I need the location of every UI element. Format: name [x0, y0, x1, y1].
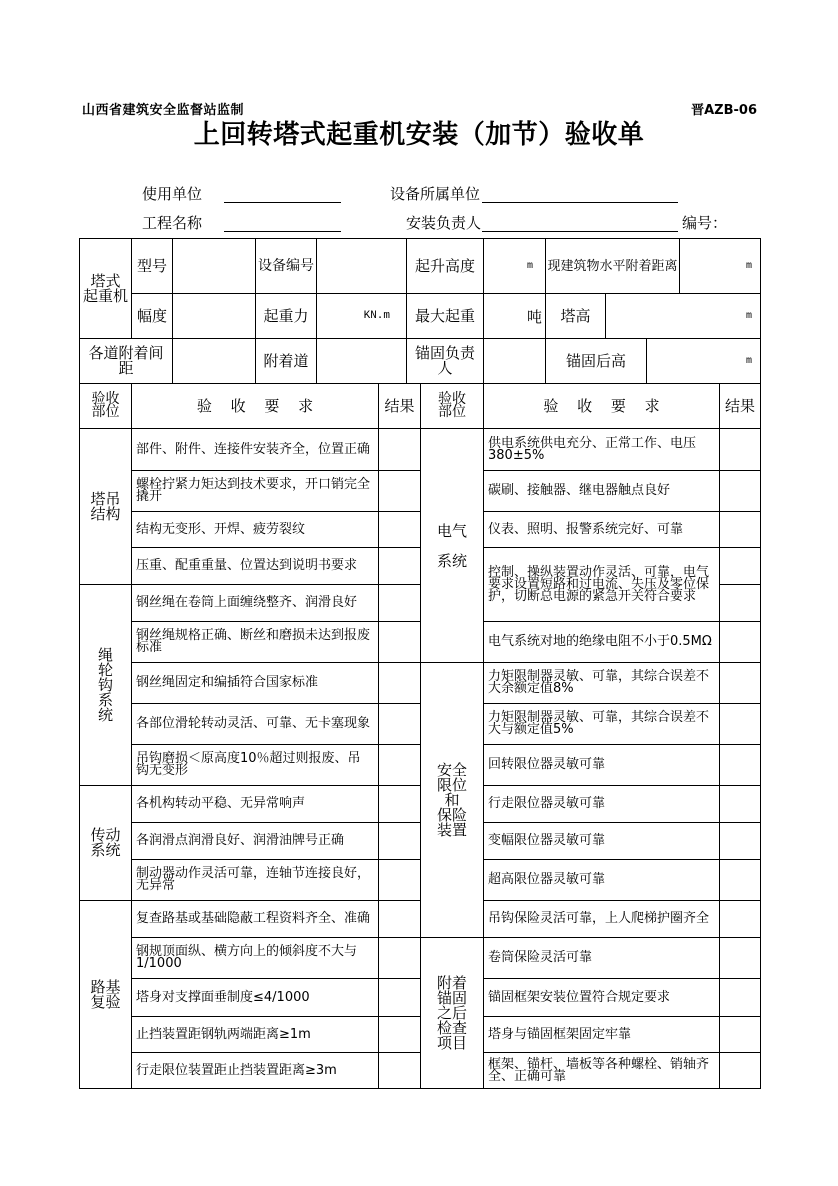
right-requirement-item: 力矩限制器灵敏、可靠，其综合误差不大余额定值8% — [484, 663, 720, 704]
number-label: 编号： — [682, 214, 728, 232]
model-label: 型号 — [132, 239, 173, 294]
project-name-label: 工程名称 — [142, 214, 203, 232]
right-result-cell[interactable] — [720, 1053, 761, 1089]
right-requirement-item: 仪表、照明、报警系统完好、可靠 — [484, 512, 720, 548]
right-result-cell[interactable] — [720, 622, 761, 663]
installer-field[interactable] — [482, 216, 678, 232]
right-requirement-item: 锚固框架安装位置符合规定要求 — [484, 979, 720, 1017]
lifting-moment-field[interactable]: KN.m — [317, 294, 407, 339]
lift-height-label: 起升高度 — [407, 239, 484, 294]
equipment-number-label: 设备编号 — [256, 239, 317, 294]
crane-type-label: 塔式 起重机 — [80, 239, 132, 339]
left-requirement-item: 部件、附件、连接件安装齐全，位置正确 — [132, 429, 379, 471]
right-result-cell[interactable] — [720, 1017, 761, 1053]
left-requirement-item: 钢丝绳规格正确、断丝和磨损未达到报废标准 — [132, 622, 379, 663]
right-result-cell[interactable] — [720, 979, 761, 1017]
left-result-cell[interactable] — [379, 471, 421, 512]
right-part-header: 验收 部位 — [421, 384, 484, 429]
attach-count-label: 附着道 — [256, 339, 317, 384]
right-requirement-item: 框架、锚杆、墙板等各种螺栓、销轴齐全、正确可靠 — [484, 1053, 720, 1089]
right-result-cell[interactable] — [720, 745, 761, 786]
left-requirement-item: 吊钩磨损＜原高度10％超过则报废、吊钩无变形 — [132, 745, 379, 786]
left-requirement-item: 止挡装置距钢轨两端距离≥1m — [132, 1017, 379, 1053]
right-result-cell[interactable] — [720, 860, 761, 901]
right-requirement-item: 回转限位器灵敏可靠 — [484, 745, 720, 786]
right-requirement-item: 塔身与锚固框架固定牢靠 — [484, 1017, 720, 1053]
left-result-cell[interactable] — [379, 979, 421, 1017]
right-result-cell[interactable] — [720, 786, 761, 823]
anchor-height-field[interactable]: m — [647, 339, 761, 384]
left-result-cell[interactable] — [379, 1017, 421, 1053]
right-requirement-item: 变幅限位器灵敏可靠 — [484, 823, 720, 860]
project-name-field[interactable] — [224, 216, 341, 232]
owner-unit-field[interactable] — [482, 187, 678, 203]
model-field[interactable] — [173, 239, 256, 294]
max-lift-field[interactable]: 吨 — [484, 294, 546, 339]
right-requirement-item: 卷筒保险灵活可靠 — [484, 938, 720, 979]
right-requirement-item: 控制、操纵装置动作灵活、可靠，电气要求设置短路和过电流、失压及零位保护，切断总电源的紧急开关符合要求 — [484, 548, 720, 622]
left-section-label: 塔吊 结构 — [80, 429, 132, 585]
left-requirement-item: 钢丝绳固定和编插符合国家标准 — [132, 663, 379, 704]
left-requirement-item: 压重、配重重量、位置达到说明书要求 — [132, 548, 379, 585]
left-requirement-item: 各部位滑轮转动灵活、可靠、无卡塞现象 — [132, 704, 379, 745]
left-requirement-item: 复查路基或基础隐蔽工程资料齐全、准确 — [132, 901, 379, 938]
right-result-cell[interactable] — [720, 429, 761, 471]
left-result-cell[interactable] — [379, 429, 421, 471]
left-result-cell[interactable] — [379, 512, 421, 548]
right-result-cell[interactable] — [720, 901, 761, 938]
left-section-label: 传动 系统 — [80, 786, 132, 901]
anchor-person-field[interactable] — [484, 339, 546, 384]
left-requirement-item: 钢规顶面纵、横方向上的倾斜度不大与1/1000 — [132, 938, 379, 979]
issuer-text: 山西省建筑安全监督站监制 — [82, 103, 245, 118]
right-result-cell[interactable] — [720, 663, 761, 704]
right-result-cell[interactable] — [720, 512, 761, 548]
right-requirement-item: 力矩限制器灵敏、可靠，其综合误差不大与额定值5% — [484, 704, 720, 745]
right-requirement-item: 碳刷、接触器、继电器触点良好 — [484, 471, 720, 512]
left-requirement-item: 各机构转动平稳、无异常响声 — [132, 786, 379, 823]
max-lift-label: 最大起重 — [407, 294, 484, 339]
page-title: 上回转塔式起重机安装（加节）验收单 — [193, 120, 645, 150]
right-requirement-item: 行走限位器灵敏可靠 — [484, 786, 720, 823]
left-result-cell[interactable] — [379, 823, 421, 860]
lift-height-field[interactable]: m — [484, 239, 546, 294]
left-requirement-item: 制动器动作灵活可靠，连轴节连接良好，无异常 — [132, 860, 379, 901]
use-unit-label: 使用单位 — [142, 185, 203, 203]
left-result-cell[interactable] — [379, 548, 421, 585]
attach-count-field[interactable] — [317, 339, 407, 384]
right-requirement-item: 供电系统供电充分、正常工作、电压380±5% — [484, 429, 720, 471]
anchor-person-label: 锚固负责 人 — [407, 339, 484, 384]
right-section-label: 安全 限位 和 保险 装置 — [421, 663, 484, 938]
form-code: 晋AZB-06 — [691, 103, 757, 118]
left-section-label: 路基 复验 — [80, 901, 132, 1089]
right-section-label: 附着 锚固 之后 检查 项目 — [421, 938, 484, 1089]
left-section-label: 绳 轮 钩 系 统 — [80, 585, 132, 786]
amplitude-field[interactable] — [173, 294, 256, 339]
left-result-cell[interactable] — [379, 901, 421, 938]
installer-label: 安装负责人 — [406, 214, 482, 232]
anchor-height-label: 锚固后高 — [546, 339, 647, 384]
right-result-cell[interactable] — [720, 823, 761, 860]
left-requirement-item: 螺栓拧紧力矩达到技术要求，开口销完全撬开 — [132, 471, 379, 512]
right-result-cell[interactable] — [720, 938, 761, 979]
left-result-cell[interactable] — [379, 663, 421, 704]
amplitude-label: 幅度 — [132, 294, 173, 339]
right-requirement-header: 验 收 要 求 — [484, 384, 720, 429]
tower-height-field[interactable]: m — [606, 294, 761, 339]
horizontal-attach-distance-field[interactable]: m — [680, 239, 761, 294]
lifting-moment-label: 起重力 — [256, 294, 317, 339]
right-section-label: 电气 系统 — [421, 429, 484, 663]
left-requirement-item: 钢丝绳在卷筒上面缠绕整齐、润滑良好 — [132, 585, 379, 622]
left-part-header: 验收 部位 — [80, 384, 132, 429]
attach-spacing-field[interactable] — [173, 339, 256, 384]
left-result-cell[interactable] — [379, 786, 421, 823]
right-result-cell[interactable] — [720, 704, 761, 745]
right-result-cell[interactable] — [720, 471, 761, 512]
horizontal-attach-distance-label: 现建筑物水平附着距离 — [546, 239, 680, 294]
right-result-cell[interactable] — [720, 548, 761, 585]
attach-spacing-label: 各道附着间 距 — [80, 339, 173, 384]
left-result-cell[interactable] — [379, 704, 421, 745]
right-requirement-item: 电气系统对地的绝缘电阻不小于0.5MΩ — [484, 622, 720, 663]
left-result-cell[interactable] — [379, 860, 421, 901]
equipment-number-field[interactable] — [317, 239, 407, 294]
right-result-header: 结果 — [720, 384, 761, 429]
acceptance-table — [79, 238, 761, 1089]
left-result-cell[interactable] — [379, 938, 421, 979]
left-requirement-item: 塔身对支撑面垂制度≤4/1000 — [132, 979, 379, 1017]
owner-unit-label: 设备所属单位 — [390, 185, 481, 203]
left-result-cell[interactable] — [379, 622, 421, 663]
left-requirement-header: 验 收 要 求 — [132, 384, 379, 429]
left-requirement-item: 行走限位装置距止挡装置距离≥3m — [132, 1053, 379, 1089]
use-unit-field[interactable] — [224, 187, 341, 203]
left-requirement-item: 各润滑点润滑良好、润滑油牌号正确 — [132, 823, 379, 860]
left-result-cell[interactable] — [379, 745, 421, 786]
right-requirement-item: 超高限位器灵敏可靠 — [484, 860, 720, 901]
tower-height-label: 塔高 — [546, 294, 606, 339]
right-requirement-item: 吊钩保险灵活可靠，上人爬梯护圈齐全 — [484, 901, 720, 938]
left-result-cell[interactable] — [379, 585, 421, 622]
left-result-header: 结果 — [379, 384, 421, 429]
right-result-cell[interactable] — [720, 585, 761, 622]
left-result-cell[interactable] — [379, 1053, 421, 1089]
left-requirement-item: 结构无变形、开焊、疲劳裂纹 — [132, 512, 379, 548]
